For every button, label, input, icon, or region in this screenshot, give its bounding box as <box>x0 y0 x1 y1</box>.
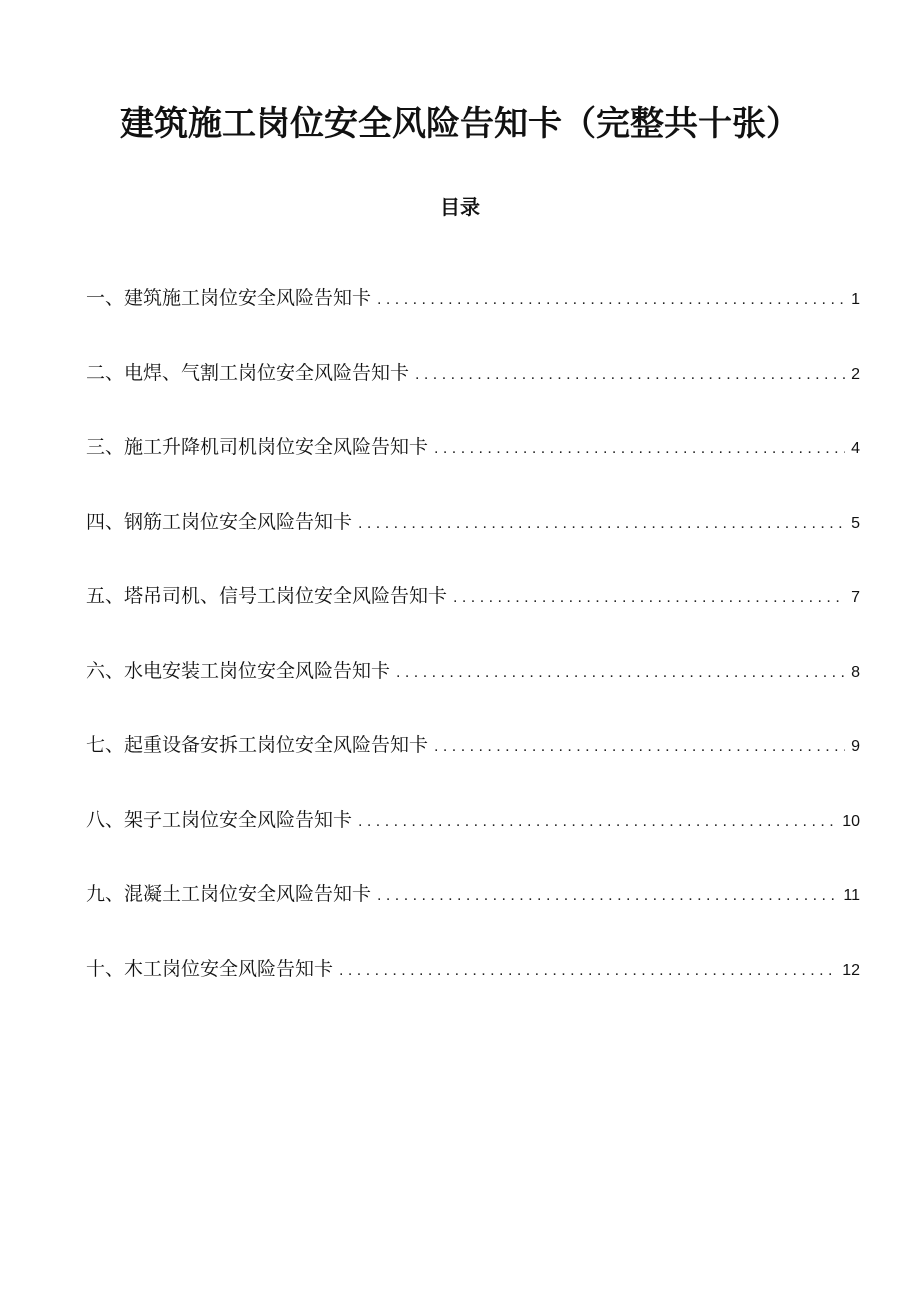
document-title: 建筑施工岗位安全风险告知卡（完整共十张） <box>120 104 800 144</box>
toc-entry-10[interactable] <box>86 953 860 1028</box>
toc-dot-leader <box>377 284 845 316</box>
toc-entry-8[interactable] <box>86 804 860 879</box>
toc-entry-9[interactable] <box>86 878 860 953</box>
toc-dot-leader <box>396 657 845 689</box>
toc-entry-label: 九、混凝土工岗位安全风险告知卡 <box>86 883 372 905</box>
toc-entry-label: 四、钢筋工岗位安全风险告知卡 <box>86 510 353 533</box>
toc-dot-leader <box>358 508 845 540</box>
toc-dot-leader <box>434 433 845 465</box>
toc-entry-label: 七、起重设备安拆工岗位安全风险告知卡 <box>86 734 429 756</box>
toc-entry-5[interactable] <box>86 580 860 655</box>
toc-dot-leader <box>339 955 836 987</box>
toc-entry-label: 八、架子工岗位安全风险告知卡 <box>86 808 353 831</box>
toc-heading: 目录 <box>440 195 480 219</box>
toc-page-number: 8 <box>851 663 860 681</box>
toc-page-number: 7 <box>851 589 860 606</box>
toc-dot-leader <box>434 731 845 763</box>
toc-page-number: 12 <box>842 961 860 979</box>
toc-dot-leader <box>453 582 845 614</box>
toc-entry-3[interactable] <box>86 431 860 506</box>
toc-entry-7[interactable] <box>86 729 860 804</box>
toc-page-number: 11 <box>843 887 860 904</box>
toc-dot-leader <box>358 806 836 838</box>
toc-page-number: 1 <box>851 291 860 308</box>
toc-entry-2[interactable] <box>86 357 860 432</box>
toc-entry-6[interactable] <box>86 655 860 730</box>
toc-dot-leader <box>377 880 837 912</box>
toc-page-number: 10 <box>842 812 860 830</box>
toc-page-number: 2 <box>851 365 860 383</box>
toc-entry-label: 五、塔吊司机、信号工岗位安全风险告知卡 <box>86 585 448 607</box>
toc-entry-label: 十、木工岗位安全风险告知卡 <box>86 957 334 980</box>
table-of-contents <box>86 282 860 1027</box>
toc-page-number: 4 <box>851 440 860 457</box>
toc-entry-label: 一、建筑施工岗位安全风险告知卡 <box>86 287 372 309</box>
toc-entry-label: 三、施工升降机司机岗位安全风险告知卡 <box>86 436 429 458</box>
toc-entry-label: 六、水电安装工岗位安全风险告知卡 <box>86 659 391 682</box>
toc-entry-4[interactable] <box>86 506 860 581</box>
toc-entry-label: 二、电焊、气割工岗位安全风险告知卡 <box>86 361 410 384</box>
toc-page-number: 9 <box>851 738 860 755</box>
toc-entry-1[interactable] <box>86 282 860 357</box>
toc-page-number: 5 <box>851 514 860 532</box>
toc-dot-leader <box>415 359 845 391</box>
